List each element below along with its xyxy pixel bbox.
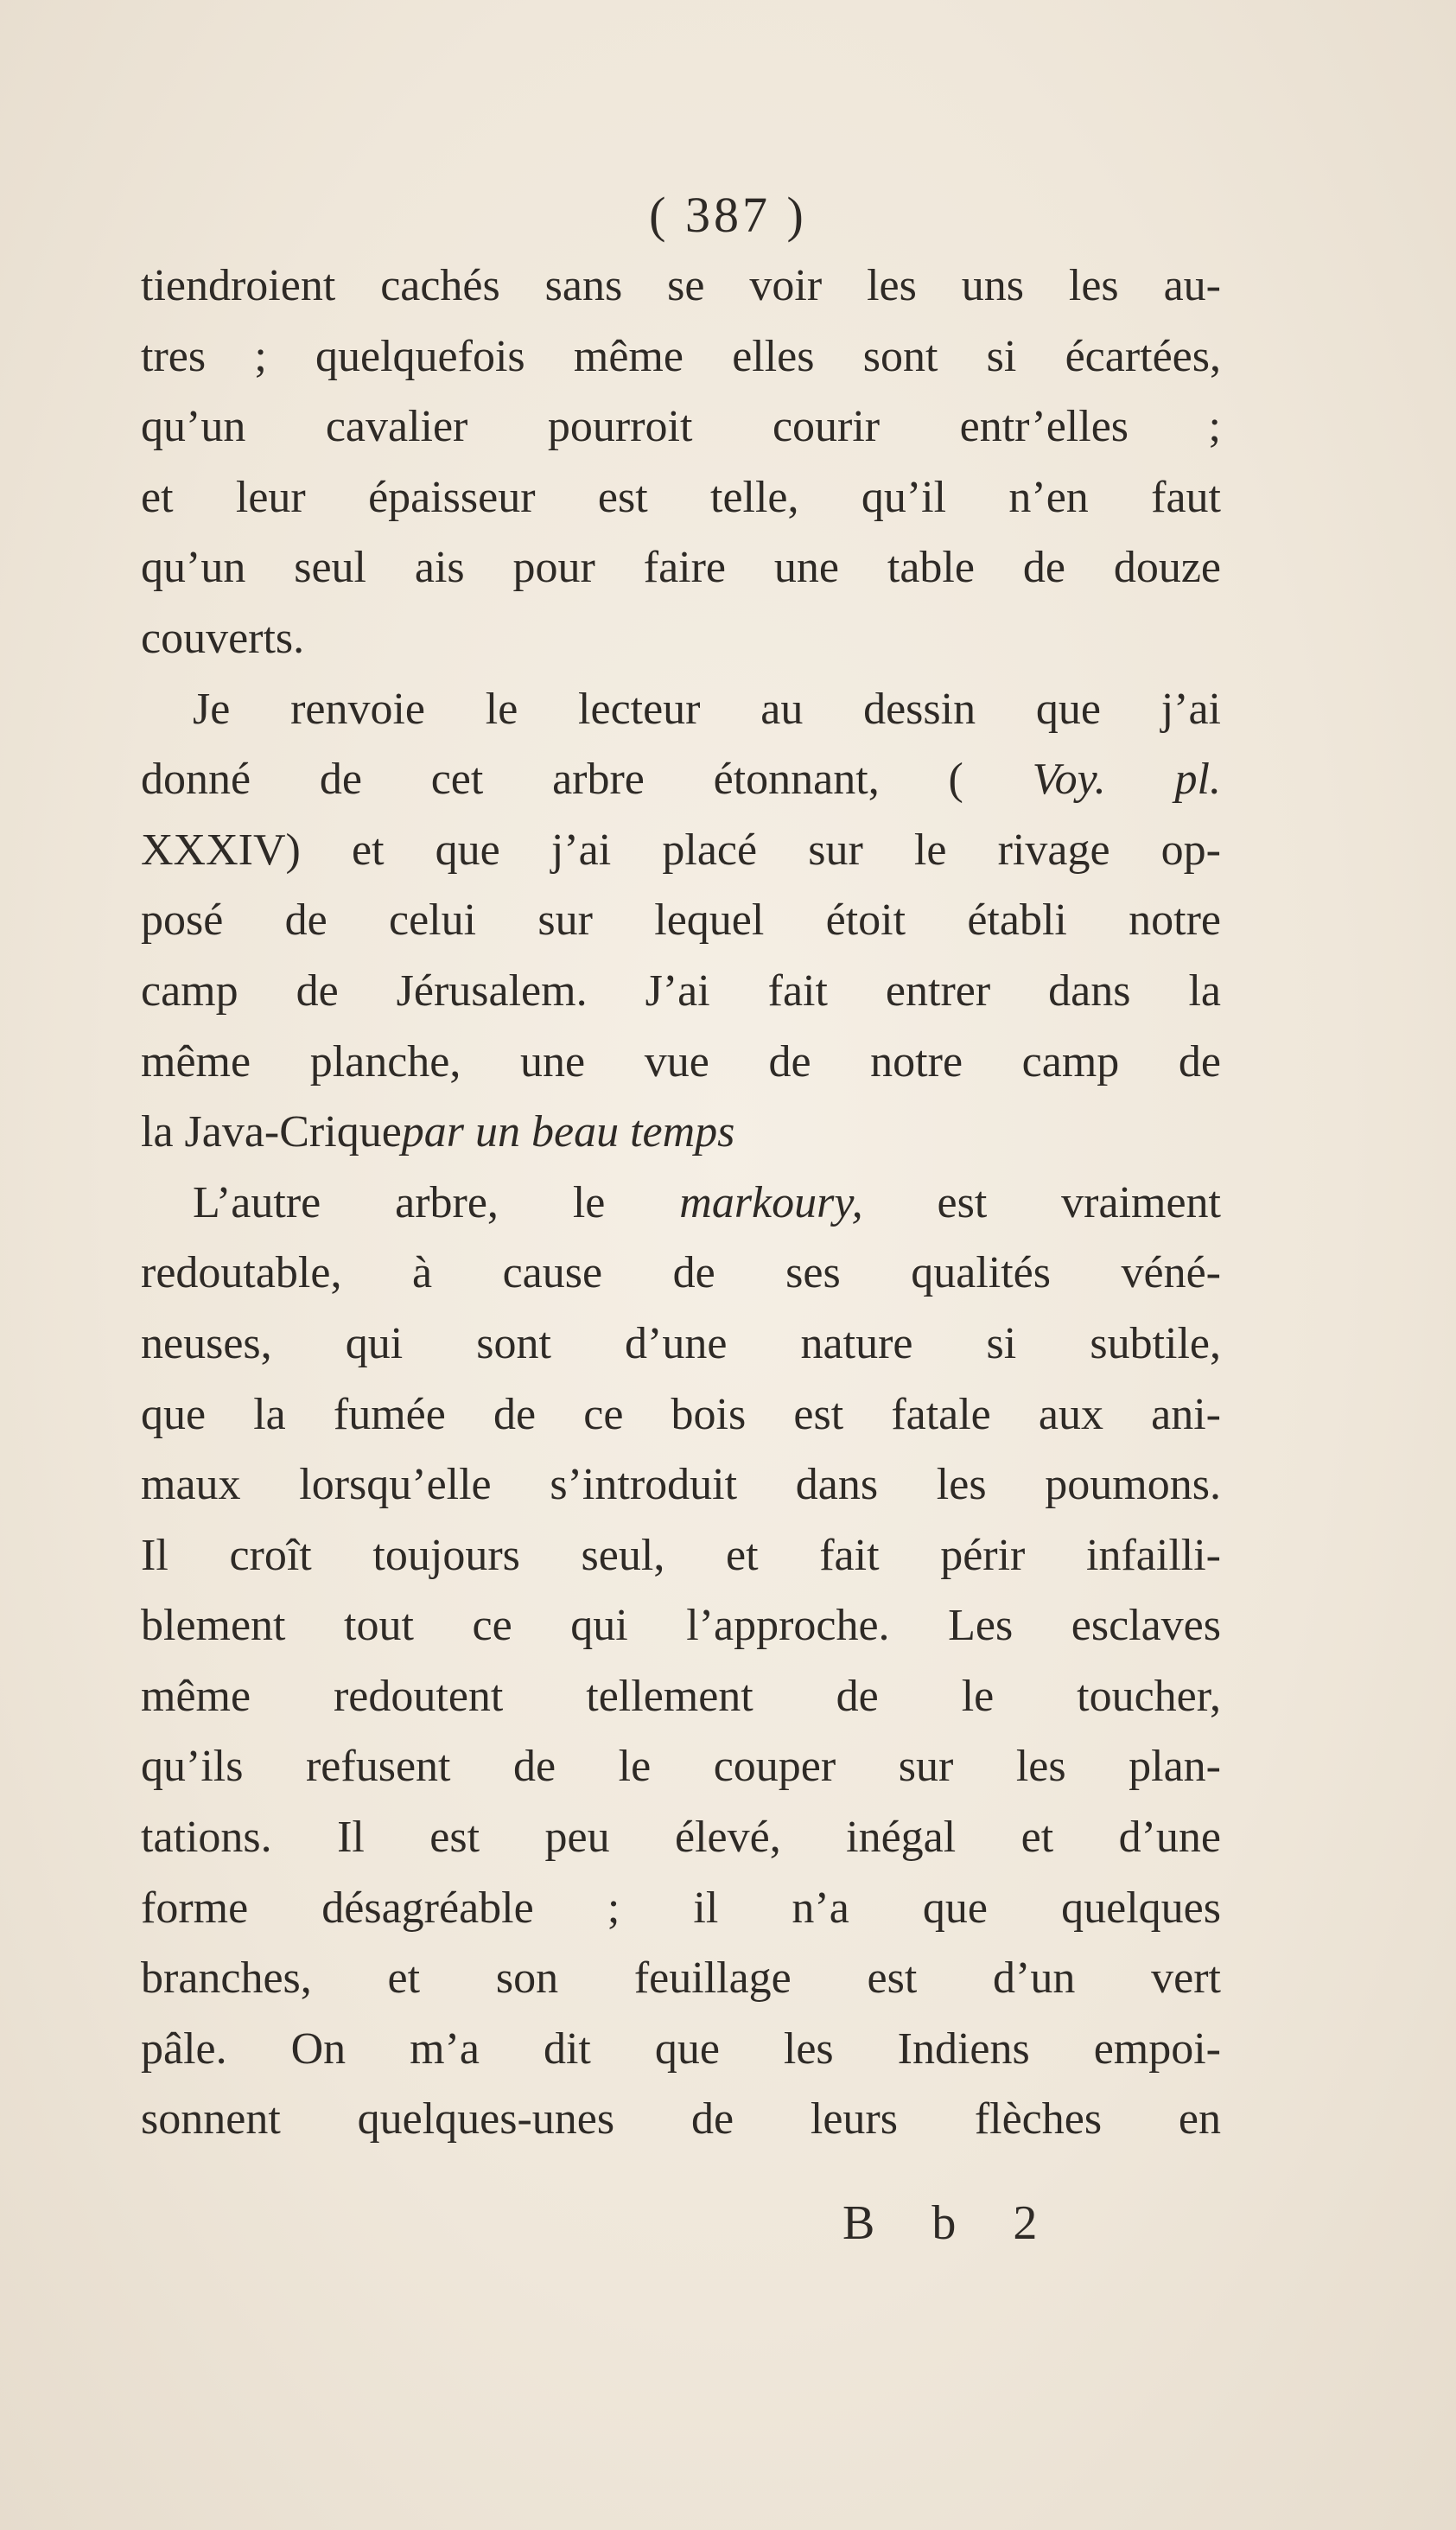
page-number: ( 387 ) bbox=[649, 187, 807, 243]
text-line: qu’un seul ais pour faire une table de douze bbox=[141, 543, 1221, 593]
text-line: blement tout ce qui l’approche. Les esclaves bbox=[141, 1601, 1221, 1651]
text-line: sonnent quelques-unes de leurs flèches en bbox=[141, 2094, 1221, 2144]
text-line: camp de Jérusalem. J’ai fait entrer dans la bbox=[141, 965, 1221, 1016]
italic-phrase: par un beau temps bbox=[401, 1107, 735, 1157]
line-segment: la Java-Crique bbox=[141, 1107, 402, 1157]
text-line: pâle. On m’a dit que les Indiens empoi- bbox=[141, 2023, 1221, 2074]
text-line: XXXIV) et que j’ai placé sur le rivage op- bbox=[141, 825, 1221, 875]
text-line bbox=[141, 744, 1221, 815]
line-segment: donné de cet arbre étonnant, ( bbox=[141, 755, 963, 805]
body-text bbox=[141, 251, 1221, 2155]
text-line: tres ; quelquefois même elles sont si écartées, bbox=[141, 331, 1221, 381]
text-line: qu’un cavalier pourroit courir entr’elles ; bbox=[141, 402, 1221, 452]
text-line: forme désagréable ; il n’a que quelques bbox=[141, 1883, 1221, 1933]
italic-term: markoury, bbox=[679, 1177, 863, 1227]
text-line: couverts. bbox=[141, 613, 305, 663]
text-line: posé de celui sur lequel étoit établi notre bbox=[141, 895, 1221, 946]
text-line: neuses, qui sont d’une nature si subtile, bbox=[141, 1318, 1221, 1368]
text-line: tations. Il est peu élevé, inégal et d’une bbox=[141, 1813, 1221, 1863]
text-line: même planche, une vue de notre camp de bbox=[141, 1036, 1221, 1087]
text-line: qu’ils refusent de le couper sur les plan- bbox=[141, 1742, 1221, 1792]
signature-mark: B b 2 bbox=[842, 2196, 1060, 2250]
text-line: et leur épaisseur est telle, qu’il n’en faut bbox=[141, 472, 1221, 522]
line-segment: L’autre arbre, le bbox=[193, 1177, 606, 1227]
text-line: même redoutent tellement de le toucher, bbox=[141, 1671, 1221, 1721]
text-line bbox=[141, 1168, 1221, 1239]
text-line: redoutable, à cause de ses qualités véné- bbox=[141, 1248, 1221, 1298]
text-line: que la fumée de ce bois est fatale aux ani- bbox=[141, 1389, 1221, 1439]
text-line: tiendroient cachés sans se voir les uns les au- bbox=[141, 261, 1221, 310]
italic-reference: Voy. pl. bbox=[1032, 755, 1222, 805]
text-line bbox=[141, 1097, 1221, 1168]
line-segment: est vraiment bbox=[937, 1177, 1221, 1227]
text-line: Je renvoie le lecteur au dessin que j’ai bbox=[193, 684, 1221, 734]
text-line: maux lorsqu’elle s’introduit dans les poumons. bbox=[141, 1460, 1221, 1510]
text-line: branches, et son feuillage est d’un vert bbox=[141, 1953, 1221, 2004]
text-line: Il croît toujours seul, et fait périr infailli- bbox=[141, 1530, 1221, 1580]
